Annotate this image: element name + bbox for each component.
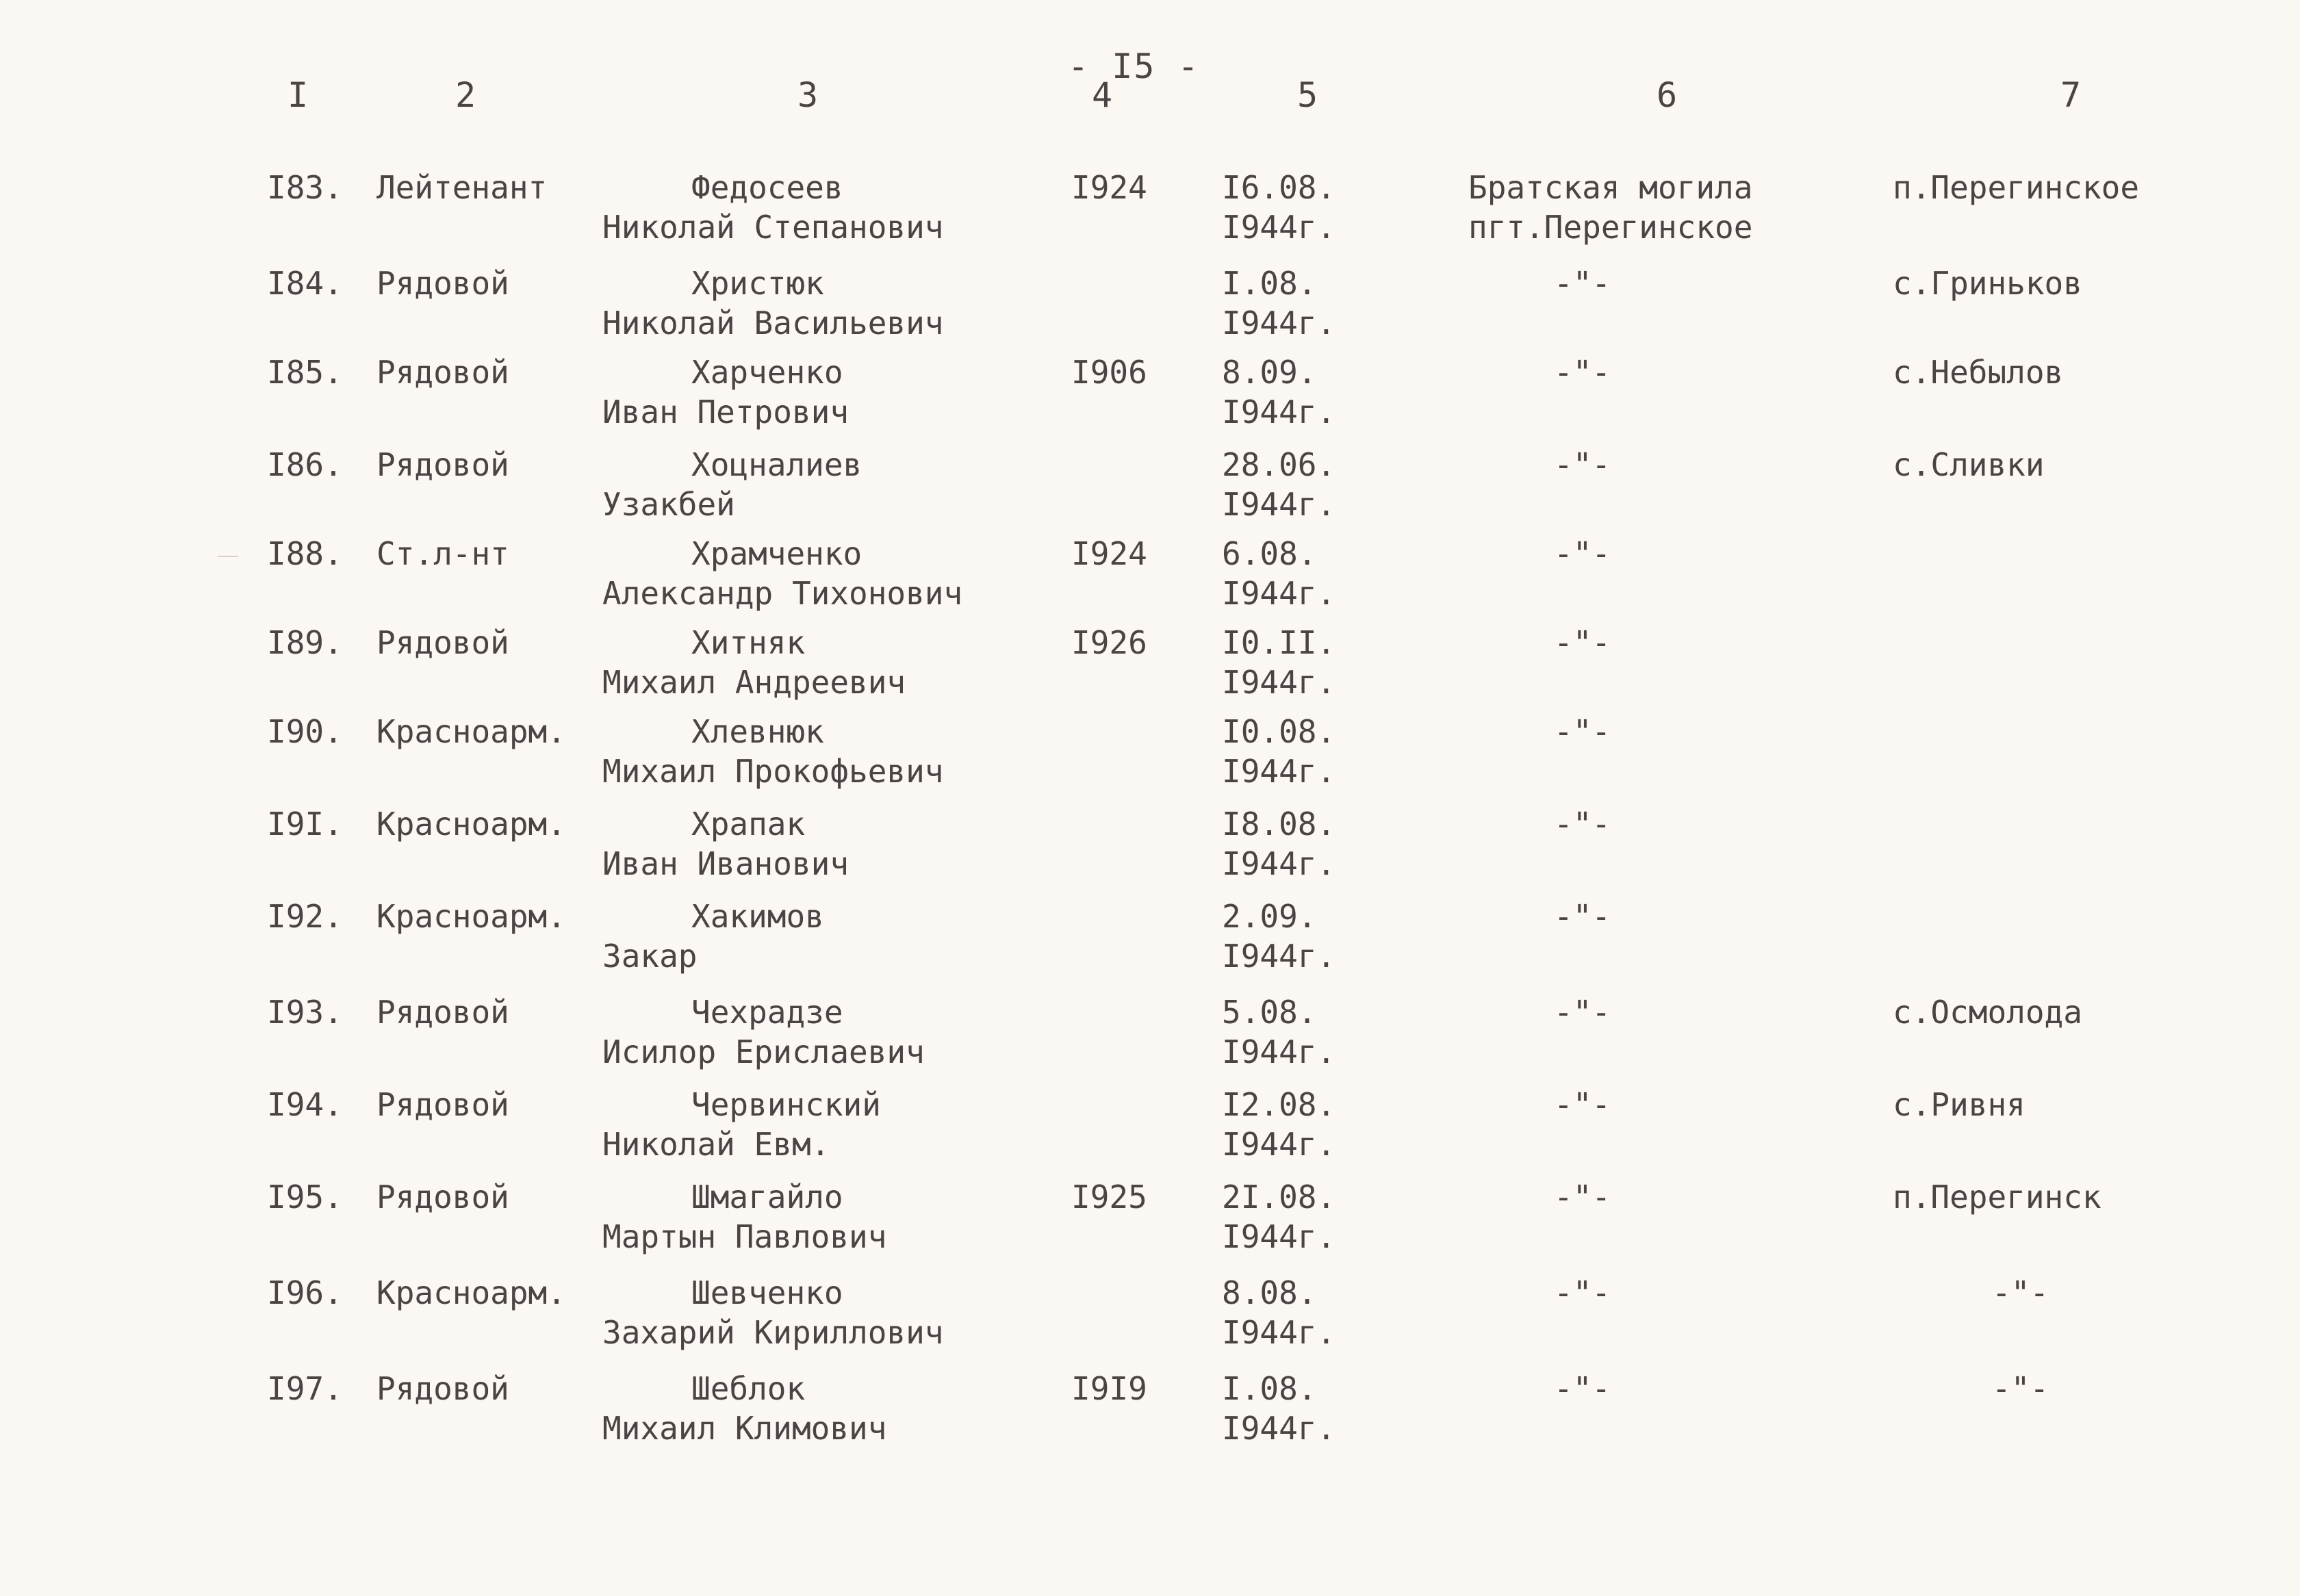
death-year: I944г. — [1222, 394, 1336, 430]
death-year: I944г. — [1222, 664, 1336, 701]
table-row — [0, 623, 2300, 712]
birth-year: I9I9 — [1071, 1370, 1147, 1407]
burial-site: -"- — [1554, 1274, 1611, 1311]
birth-year: I926 — [1071, 624, 1147, 661]
birth-year: I906 — [1071, 354, 1147, 391]
record-number: I94. — [267, 1086, 343, 1123]
surname: Шмагайло — [691, 1179, 843, 1215]
given-names: Узакбей — [602, 486, 735, 523]
military-rank: Рядовой — [376, 265, 509, 302]
given-names: Михаил Климович — [602, 1410, 887, 1447]
death-date: I8.08. — [1222, 806, 1336, 842]
death-date: I.08. — [1222, 1370, 1317, 1407]
surname: Хоцналиев — [691, 446, 862, 483]
given-names: Захарий Кириллович — [602, 1314, 944, 1351]
origin-place: -"- — [1992, 1274, 2049, 1311]
military-rank: Ст.л-нт — [376, 535, 509, 572]
table-row — [0, 804, 2300, 893]
table-row — [0, 992, 2300, 1081]
record-number: I84. — [267, 265, 343, 302]
surname: Шеблок — [691, 1370, 806, 1407]
military-rank: Рядовой — [376, 354, 509, 391]
surname: Шевченко — [691, 1274, 843, 1311]
surname: Христюк — [691, 265, 824, 302]
given-names: Мартын Павлович — [602, 1218, 887, 1255]
death-date: 8.09. — [1222, 354, 1317, 391]
given-names: Николай Степанович — [602, 209, 944, 246]
table-row — [0, 445, 2300, 534]
record-number: I97. — [267, 1370, 343, 1407]
record-number: I92. — [267, 898, 343, 935]
burial-site: -"- — [1554, 354, 1611, 391]
burial-site: -"- — [1554, 1179, 1611, 1215]
military-rank: Красноарм. — [376, 713, 566, 750]
death-date: 2.09. — [1222, 898, 1317, 935]
table-row — [0, 1273, 2300, 1362]
birth-year: I924 — [1071, 169, 1147, 206]
burial-site: -"- — [1554, 1370, 1611, 1407]
military-rank: Рядовой — [376, 1370, 509, 1407]
record-number: I90. — [267, 713, 343, 750]
record-number: I88. — [267, 535, 343, 572]
burial-site: -"- — [1554, 713, 1611, 750]
burial-site: -"- — [1554, 806, 1611, 842]
table-row — [0, 897, 2300, 986]
origin-place: с.Сливки — [1893, 446, 2045, 483]
origin-place: с.Ривня — [1893, 1086, 2026, 1123]
military-rank: Рядовой — [376, 446, 509, 483]
military-rank: Лейтенант — [376, 169, 548, 206]
burial-site: -"- — [1554, 535, 1611, 572]
table-row — [0, 712, 2300, 801]
death-year: I944г. — [1222, 486, 1336, 523]
death-date: I.08. — [1222, 265, 1317, 302]
given-names: Николай Евм. — [602, 1126, 830, 1163]
death-year: I944г. — [1222, 575, 1336, 612]
burial-site: -"- — [1554, 1086, 1611, 1123]
death-date: I0.II. — [1222, 624, 1336, 661]
military-rank: Красноарм. — [376, 898, 566, 935]
death-year: I944г. — [1222, 1126, 1336, 1163]
burial-site: Братская могила — [1468, 169, 1753, 206]
death-year: I944г. — [1222, 1033, 1336, 1070]
birth-year: I924 — [1071, 535, 1147, 572]
origin-place: с.Гриньков — [1893, 265, 2082, 302]
origin-place: с.Осмолода — [1893, 994, 2082, 1031]
record-number: I95. — [267, 1179, 343, 1215]
column-header-1: I — [288, 75, 309, 115]
surname: Червинский — [691, 1086, 881, 1123]
burial-site-line2: пгт.Перегинское — [1468, 209, 1753, 246]
column-header-6: 6 — [1657, 75, 1678, 115]
surname: Харченко — [691, 354, 843, 391]
burial-site: -"- — [1554, 994, 1611, 1031]
surname: Хакимов — [691, 898, 824, 935]
column-header-2: 2 — [455, 75, 476, 115]
origin-place: -"- — [1992, 1370, 2049, 1407]
record-number: I83. — [267, 169, 343, 206]
given-names: Иван Иванович — [602, 845, 849, 882]
given-names: Александр Тихонович — [602, 575, 963, 612]
given-names: Закар — [602, 938, 698, 975]
given-names: Николай Васильевич — [602, 305, 944, 342]
table-row — [0, 1085, 2300, 1174]
record-number: I86. — [267, 446, 343, 483]
death-date: 28.06. — [1222, 446, 1336, 483]
surname: Хитняк — [691, 624, 806, 661]
record-number: I9I. — [267, 806, 343, 842]
burial-site: -"- — [1554, 265, 1611, 302]
death-date: I0.08. — [1222, 713, 1336, 750]
death-date: 8.08. — [1222, 1274, 1317, 1311]
military-rank: Красноарм. — [376, 806, 566, 842]
military-rank: Рядовой — [376, 1086, 509, 1123]
death-date: 5.08. — [1222, 994, 1317, 1031]
table-row — [0, 263, 2300, 352]
death-date: 6.08. — [1222, 535, 1317, 572]
table-row — [0, 352, 2300, 441]
death-year: I944г. — [1222, 938, 1336, 975]
death-year: I944г. — [1222, 1410, 1336, 1447]
surname: Федосеев — [691, 169, 843, 206]
death-year: I944г. — [1222, 753, 1336, 790]
column-header-4: 4 — [1092, 75, 1113, 115]
given-names: Михаил Андреевич — [602, 664, 906, 701]
burial-site: -"- — [1554, 898, 1611, 935]
surname: Хлевнюк — [691, 713, 824, 750]
column-header-3: 3 — [797, 75, 819, 115]
surname: Чехрадзе — [691, 994, 843, 1031]
burial-site: -"- — [1554, 624, 1611, 661]
given-names: Михаил Прокофьевич — [602, 753, 944, 790]
table-row — [0, 1369, 2300, 1458]
military-rank: Рядовой — [376, 624, 509, 661]
origin-place: п.Перегинское — [1893, 169, 2140, 206]
surname: Храмченко — [691, 535, 862, 572]
death-year: I944г. — [1222, 1314, 1336, 1351]
military-rank: Красноарм. — [376, 1274, 566, 1311]
military-rank: Рядовой — [376, 994, 509, 1031]
death-date: I2.08. — [1222, 1086, 1336, 1123]
burial-site: -"- — [1554, 446, 1611, 483]
record-number: I96. — [267, 1274, 343, 1311]
surname: Храпак — [691, 806, 806, 842]
column-header-7: 7 — [2060, 75, 2082, 115]
record-number: I93. — [267, 994, 343, 1031]
column-header-5: 5 — [1297, 75, 1318, 115]
military-rank: Рядовой — [376, 1179, 509, 1215]
death-year: I944г. — [1222, 209, 1336, 246]
page-number: - I5 - — [1068, 47, 1200, 86]
death-year: I944г. — [1222, 845, 1336, 882]
table-row — [0, 168, 2300, 257]
given-names: Исилор Ерислаевич — [602, 1033, 925, 1070]
death-year: I944г. — [1222, 1218, 1336, 1255]
given-names: Иван Петрович — [602, 394, 849, 430]
origin-place: с.Небылов — [1893, 354, 2064, 391]
table-row — [0, 534, 2300, 623]
birth-year: I925 — [1071, 1179, 1147, 1215]
death-date: I6.08. — [1222, 169, 1336, 206]
table-row — [0, 1177, 2300, 1266]
origin-place: п.Перегинск — [1893, 1179, 2101, 1215]
death-year: I944г. — [1222, 305, 1336, 342]
death-date: 2I.08. — [1222, 1179, 1336, 1215]
record-number: I85. — [267, 354, 343, 391]
record-number: I89. — [267, 624, 343, 661]
